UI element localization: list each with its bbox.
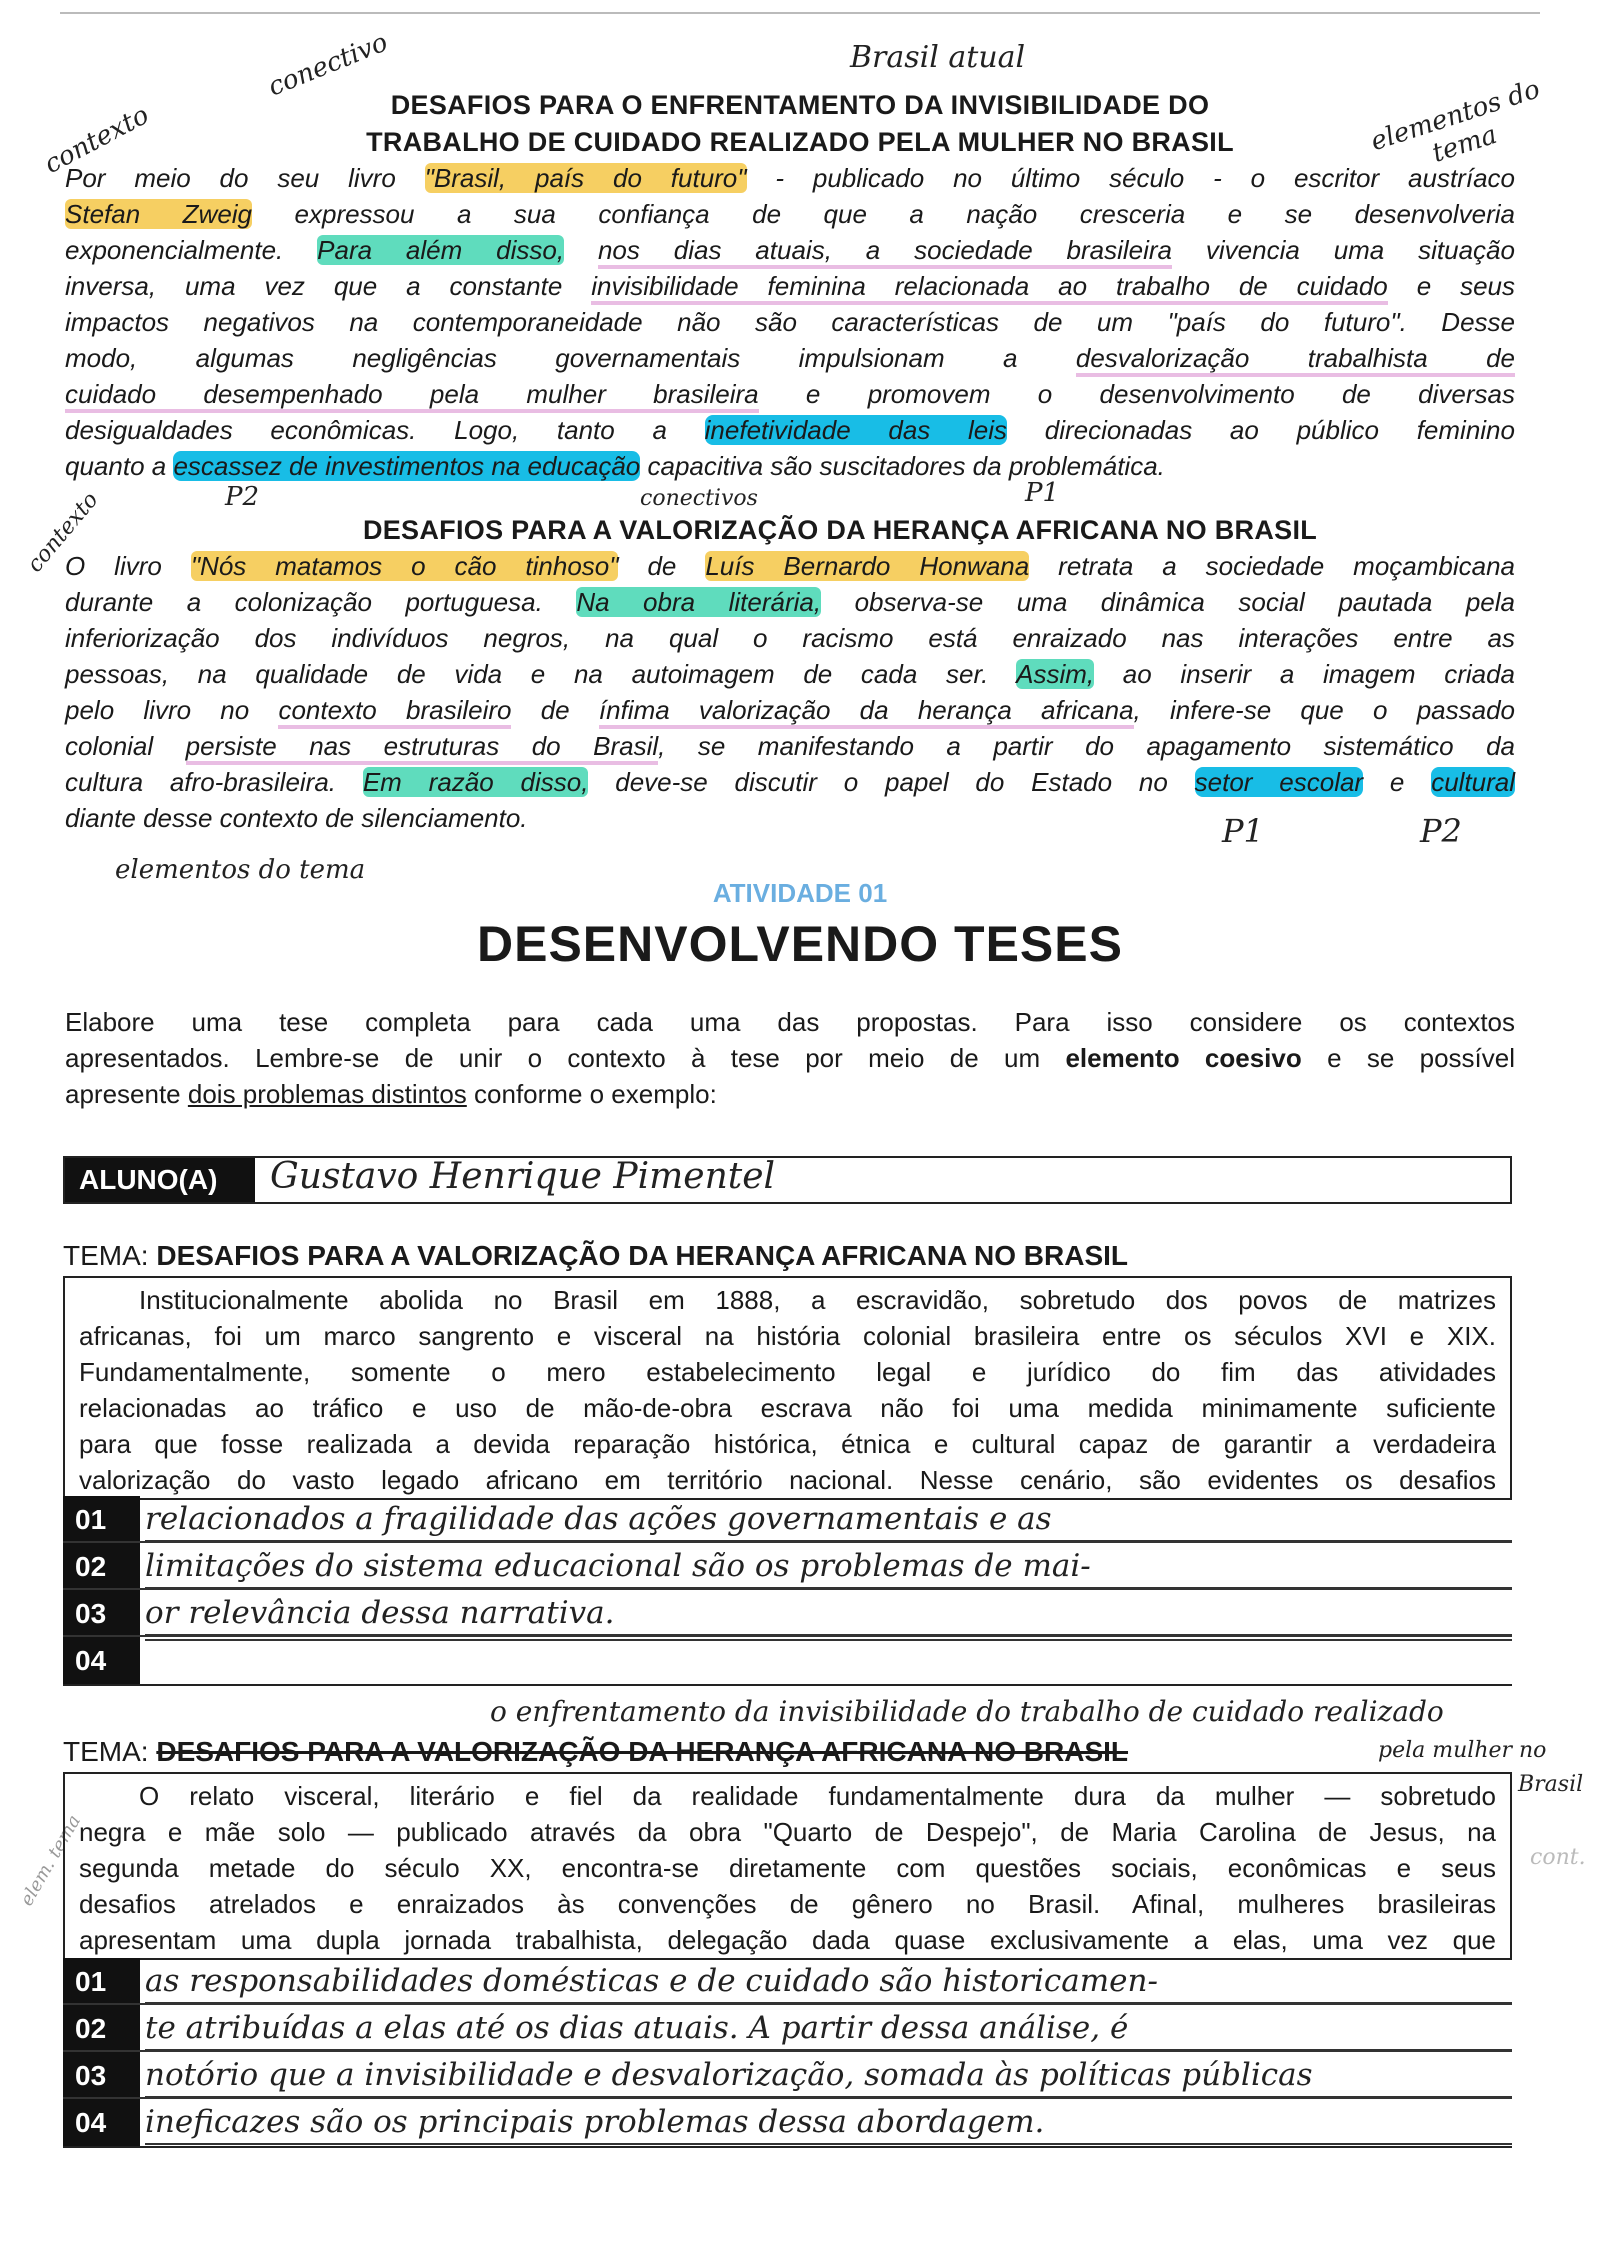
text-segment: - publicado no último século - o escritor austríaco [746,163,1515,193]
section1-title-line1: DESAFIOS PARA O ENFRENTAMENTO DA INVISIBILIDADE DO [390,90,1210,120]
annotation-contexto: contexto [39,100,154,180]
highlighted-text: escassez de investimentos na educação [173,451,641,481]
text-line [65,656,1515,692]
annotation-p2: P2 [225,482,260,512]
answer-row[interactable] [63,2005,1512,2052]
handwritten-answer[interactable]: notório que a invisibilidade e desvalorização, somada às políticas públicas [145,2054,1512,2098]
highlighted-text: Na obra literária, [576,587,822,617]
answer-row[interactable] [63,1496,1512,1543]
text-segment: quanto a [65,451,174,481]
text-line [65,448,1515,484]
context-line: valorização do vasto legado africano em território nacional. Nesse cenário, são evidentes os desafios [79,1465,1496,1495]
context-line: O relato visceral, literário e fiel da realidade fundamentalmente dura da mulher — sobretudo [139,1781,1496,1811]
context-line: segunda metade do século XX, encontra-se diretamente com questões sociais, econômicas e seus [79,1853,1496,1883]
text-segment: pessoas, na qualidade de vida e na autoimagem de cada ser. [65,659,1017,689]
text-segment: direcionadas ao público feminino [1007,415,1515,445]
theme2-correction-right-2: Brasil [1518,1772,1584,1797]
text-segment: e [1363,767,1432,797]
theme2-prefix: TEMA: [63,1736,149,1767]
line-number: 01 [63,1958,140,2003]
answer-row[interactable] [63,1543,1512,1590]
text-segment: vivencia uma situação [1172,235,1515,265]
text-line [65,728,1515,764]
theme1-answer-rows[interactable] [63,1496,1512,1686]
text-line [65,196,1515,232]
line-number: 02 [63,1543,140,1588]
handwritten-answer[interactable]: te atribuídas a elas até os dias atuais. A partir dessa análise, é [145,2007,1512,2051]
text-line [65,340,1515,376]
line-number: 01 [63,1496,140,1541]
line-number: 03 [63,1590,140,1635]
annotation-elementos-do-tema: elementos do tema [1367,74,1544,169]
text-line [65,268,1515,304]
page-top-rule [60,12,1540,14]
text-segment: e se possível [1301,1043,1515,1073]
text-segment: de [618,551,706,581]
theme2-context-box [63,1772,1512,1960]
text-segment: ao inserir a imagem criada [1094,659,1516,689]
text-segment: apresentados. Lembre-se de unir o contexto à tese por meio de um [65,1043,1066,1073]
handwritten-answer[interactable]: relacionados a fragilidade das ações governamentais e as [145,1498,1512,1542]
theme2-correction-above: o enfrentamento da invisibilidade do trabalho de cuidado realizado [490,1695,1444,1728]
text-segment: , infere-se que o passado [1133,695,1515,725]
text-segment: capacitiva são suscitadores da problemática. [640,451,1165,481]
highlighted-text: Assim, [1016,659,1095,689]
highlighted-text: elemento coesivo [1065,1043,1302,1073]
text-line [65,1040,1515,1076]
activity-instructions [65,1004,1515,1112]
student-name-field[interactable] [63,1156,1512,1204]
answer-row[interactable] [63,1637,1512,1684]
annotation-p1-b: P1 [1222,812,1264,850]
text-line [65,160,1515,196]
student-name: Gustavo Henrique Pimentel [270,1156,776,1197]
theme1-title: DESAFIOS PARA A VALORIZAÇÃO DA HERANÇA AFRICANA NO BRASIL [156,1240,1129,1271]
text-segment: de [511,695,599,725]
context-line: relacionadas ao tráfico e uso de mão-de-obra escrava não foi uma medida minimamente suficiente [79,1393,1496,1423]
text-line [65,1004,1515,1040]
annotation-p1: P1 [1025,478,1060,508]
text-line [65,412,1515,448]
highlighted-text: "Nós matamos o cão tinhoso" [190,551,619,581]
text-line [65,620,1515,656]
text-segment: diante desse contexto de silenciamento. [65,803,528,833]
theme2-title-struck: DESAFIOS PARA A VALORIZAÇÃO DA HERANÇA AFRICANA NO BRASIL [156,1736,1129,1767]
handwritten-answer[interactable]: limitações do sistema educacional são os problemas de mai- [145,1545,1512,1589]
highlighted-text: Para além disso, [317,235,565,265]
text-line [65,1076,1515,1112]
text-segment: desigualdades econômicas. Logo, tanto a [65,415,705,445]
highlighted-text: Stefan Zweig [65,199,253,229]
student-label: ALUNO(A) [65,1158,255,1202]
text-segment: Por meio do seu livro [65,163,425,193]
theme1-prefix: TEMA: [63,1240,149,1271]
context-line: desafios atrelados e enraizados às convenções de gênero no Brasil. Afinal, mulheres brasileiras [79,1889,1496,1919]
text-segment: observa-se uma dinâmica social pautada pela [821,587,1515,617]
handwritten-answer[interactable]: ineficazes são os principais problemas dessa abordagem. [145,2101,1512,2145]
line-number: 02 [63,2005,140,2050]
context-line: Institucionalmente abolida no Brasil em 1888, a escravidão, sobretudo dos povos de matrizes [139,1285,1496,1315]
line-number: 04 [63,2099,140,2146]
highlighted-text: setor escolar [1194,767,1364,797]
text-segment: pelo livro no [65,695,279,725]
text-segment: inferiorização dos indivíduos negros, na qual o racismo está enraizado nas interações entre as [65,623,1515,653]
highlighted-text: nos dias atuais, a sociedade brasileira [598,235,1172,269]
annotation-conectivos: conectivos [640,486,758,511]
text-line [65,584,1515,620]
highlighted-text: dois problemas distintos [187,1079,467,1109]
highlighted-text: desvalorização trabalhista de [1076,343,1515,377]
context-line: para que fosse realizada a devida reparação histórica, étnica e cultural capaz de garantir a verdadeira [79,1429,1496,1459]
theme2-answer-rows[interactable] [63,1958,1512,2148]
answer-row[interactable] [63,2052,1512,2099]
text-segment: durante a colonização portuguesa. [65,587,577,617]
text-segment: cultura afro-brasileira. [65,767,363,797]
text-line [65,692,1515,728]
handwritten-answer[interactable]: or relevância dessa narrativa. [145,1592,1512,1636]
answer-row[interactable] [63,1590,1512,1637]
context-line: negra e mãe solo — publicado através da obra "Quarto de Despejo", de Maria Carolina de Jesus, na [79,1817,1496,1847]
context-line: Fundamentalmente, somente o mero estabelecimento legal e jurídico do fim das atividades [79,1357,1496,1387]
text-segment: , se manifestando a partir do apagamento sistemático da [658,731,1515,761]
highlighted-text: invisibilidade feminina relacionada ao trabalho de cuidado [591,271,1388,305]
text-segment: retrata a sociedade moçambicana [1029,551,1516,581]
theme1-context-box [63,1276,1512,1500]
section1-paragraph [65,160,1515,484]
highlighted-text: ínfima valorização da herança africana [599,695,1134,729]
answer-row[interactable] [63,2099,1512,2146]
theme2-heading [63,1736,1128,1768]
section2-title: DESAFIOS PARA A VALORIZAÇÃO DA HERANÇA AFRICANA NO BRASIL [362,515,1318,545]
text-segment: apresente [65,1079,188,1109]
text-segment [564,235,598,265]
annotation-left-margin: elem. tema [16,1811,86,1910]
highlighted-text: Luís Bernardo Honwana [705,551,1030,581]
highlighted-text: persiste nas estruturas do Brasil [186,731,658,765]
text-segment: e seus [1387,271,1515,301]
text-line [65,764,1515,800]
text-line [65,232,1515,268]
text-segment: deve-se discutir o papel do Estado no [588,767,1195,797]
handwritten-answer[interactable]: as responsabilidades domésticas e de cuidado são historicamen- [145,1960,1512,2004]
text-line [65,304,1515,340]
text-segment: colonial [65,731,186,761]
annotation-brasil-atual: Brasil atual [850,40,1026,75]
text-segment: impactos negativos na contemporaneidade não são características de um "país do futuro". Desse [65,307,1515,337]
text-segment: exponencialmente. [65,235,318,265]
text-line [65,548,1515,584]
activity-label: ATIVIDADE 01 [712,878,888,908]
highlighted-text: "Brasil, país do futuro" [424,163,747,193]
text-segment: inversa, uma vez que a constante [65,271,592,301]
text-segment: modo, algumas negligências governamentais impulsionam a [65,343,1076,373]
text-line [65,376,1515,412]
line-number: 04 [63,1637,140,1684]
text-segment: expressou a sua confiança de que a nação cresceria e se desenvolveria [252,199,1516,229]
highlighted-text: contexto brasileiro [278,695,511,729]
text-segment: conforme o exemplo: [466,1079,717,1109]
highlighted-text: Em razão disso, [362,767,589,797]
highlighted-text: inefetividade das leis [704,415,1008,445]
theme2-correction-right: pela mulher no [1378,1738,1547,1763]
annotation-contexto-2: contexto [22,487,104,578]
handwritten-answer[interactable] [145,1639,1512,1641]
line-number: 03 [63,2052,140,2097]
highlighted-text: cultural [1431,767,1516,797]
text-segment: O livro [65,551,191,581]
annotation-elementos-do-tema-2: elementos do tema [115,855,366,885]
annotation-p2-b: P2 [1420,812,1462,850]
annotation-conectivo: conectivo [263,27,393,103]
text-segment: e promovem o desenvolvimento de diversas [758,379,1515,409]
section1-title-line2: TRABALHO DE CUIDADO REALIZADO PELA MULHER NO BRASIL [366,127,1234,157]
answer-row[interactable] [63,1958,1512,2005]
text-line [65,800,1515,836]
context-line: apresentam uma dupla jornada trabalhista, delegação dada quase exclusivamente a elas, uma vez que [79,1925,1496,1955]
highlighted-text: cuidado desempenhado pela mulher brasileira [65,379,759,413]
context-line: africanas, foi um marco sangrento e visceral na história colonial brasileira entre os séculos XVI e XIX. [79,1321,1496,1351]
text-segment: Elabore uma tese completa para cada uma das propostas. Para isso considere os contextos [65,1007,1515,1037]
activity-title: DESENVOLVENDO TESES [477,916,1123,972]
theme1-heading [63,1240,1128,1272]
annotation-right-margin: cont. [1530,1845,1586,1870]
section2-paragraph [65,548,1515,836]
